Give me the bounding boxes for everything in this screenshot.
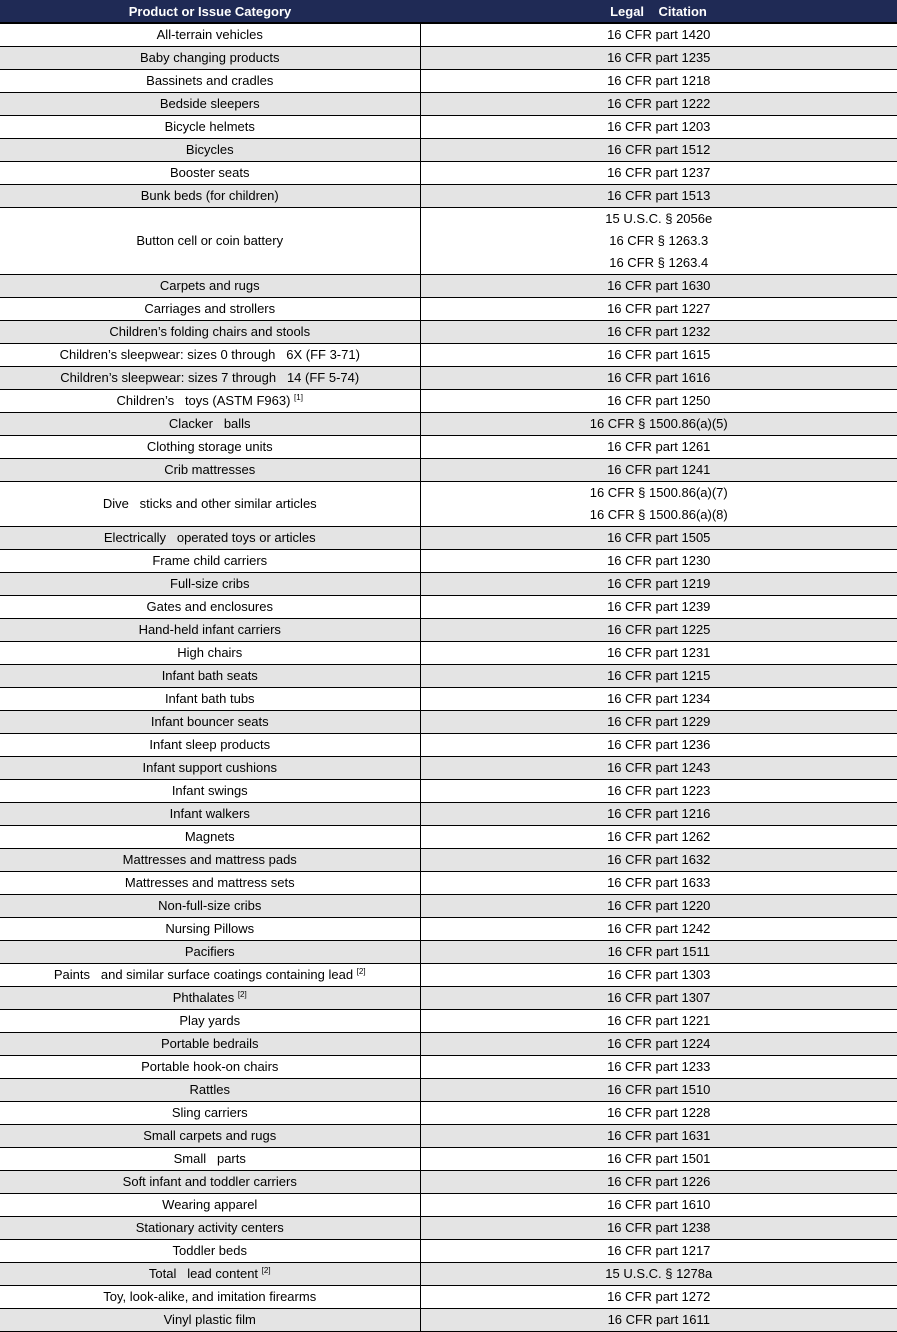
citation-text: 16 CFR § 1263.4	[421, 252, 897, 274]
table-body	[0, 23, 897, 1332]
table-row	[0, 1240, 897, 1263]
table-row	[0, 527, 897, 550]
citation-cell	[420, 1125, 897, 1148]
table-row	[0, 550, 897, 573]
category-cell	[0, 1194, 420, 1217]
citation-text: 16 CFR part 1227	[421, 298, 897, 320]
citation-cell	[420, 1309, 897, 1332]
citation-text: 16 CFR part 1505	[421, 527, 897, 549]
citation-text: 16 CFR part 1226	[421, 1171, 897, 1193]
table-row	[0, 459, 897, 482]
citation-cell	[420, 711, 897, 734]
category-label: Nursing Pillows	[165, 921, 254, 936]
category-label: Full-size cribs	[170, 576, 249, 591]
citation-cell	[420, 826, 897, 849]
citation-text: 16 CFR part 1242	[421, 918, 897, 940]
category-cell	[0, 1079, 420, 1102]
table-row	[0, 711, 897, 734]
table-row	[0, 139, 897, 162]
table-row	[0, 1033, 897, 1056]
category-label: Total lead content	[149, 1266, 258, 1281]
citation-text: 16 CFR part 1632	[421, 849, 897, 871]
table-row	[0, 872, 897, 895]
category-label: Mattresses and mattress pads	[123, 852, 297, 867]
table-row	[0, 665, 897, 688]
category-label: Small carpets and rugs	[143, 1128, 276, 1143]
citation-text: 16 CFR part 1272	[421, 1286, 897, 1308]
category-cell	[0, 1010, 420, 1033]
table-row	[0, 734, 897, 757]
citation-text: 16 CFR part 1630	[421, 275, 897, 297]
citation-cell	[420, 803, 897, 826]
category-cell	[0, 116, 420, 139]
category-cell	[0, 321, 420, 344]
category-label: Carpets and rugs	[160, 278, 260, 293]
category-cell	[0, 803, 420, 826]
citation-text: 16 CFR part 1241	[421, 459, 897, 481]
citation-text: 16 CFR part 1237	[421, 162, 897, 184]
citation-cell	[420, 688, 897, 711]
citation-text: 16 CFR part 1615	[421, 344, 897, 366]
citation-cell	[420, 162, 897, 185]
category-cell	[0, 298, 420, 321]
citation-cell	[420, 596, 897, 619]
citation-text: 16 CFR part 1420	[421, 24, 897, 46]
citation-cell	[420, 895, 897, 918]
category-cell	[0, 872, 420, 895]
category-label: Small parts	[174, 1151, 246, 1166]
citation-cell	[420, 964, 897, 987]
footnote-ref: [2]	[238, 990, 247, 999]
table-row	[0, 1056, 897, 1079]
citation-text: 16 CFR part 1633	[421, 872, 897, 894]
table-row	[0, 344, 897, 367]
category-label: All-terrain vehicles	[157, 27, 263, 42]
table-row	[0, 1286, 897, 1309]
table-row	[0, 162, 897, 185]
citation-cell	[420, 344, 897, 367]
category-cell	[0, 987, 420, 1010]
citation-cell	[420, 642, 897, 665]
citation-text: 16 CFR part 1511	[421, 941, 897, 963]
citation-cell	[420, 1010, 897, 1033]
citation-text: 16 CFR part 1510	[421, 1079, 897, 1101]
citation-text: 16 CFR part 1219	[421, 573, 897, 595]
category-cell	[0, 780, 420, 803]
citation-text: 16 CFR part 1250	[421, 390, 897, 412]
category-label: Play yards	[179, 1013, 240, 1028]
category-label: Stationary activity centers	[136, 1220, 284, 1235]
citation-cell	[420, 941, 897, 964]
citation-cell	[420, 1194, 897, 1217]
table-row	[0, 1217, 897, 1240]
category-cell	[0, 93, 420, 116]
citation-cell	[420, 185, 897, 208]
category-label: Hand-held infant carriers	[139, 622, 281, 637]
citation-text: 16 CFR § 1263.3	[421, 230, 897, 252]
citation-text: 16 CFR § 1500.86(a)(7)	[421, 482, 897, 504]
citation-cell	[420, 208, 897, 275]
category-label: Bedside sleepers	[160, 96, 260, 111]
table-row	[0, 849, 897, 872]
citation-text: 16 CFR part 1307	[421, 987, 897, 1009]
category-label: Electrically operated toys or articles	[104, 530, 316, 545]
citation-text: 16 CFR part 1215	[421, 665, 897, 687]
table-row	[0, 1010, 897, 1033]
category-label: Clothing storage units	[147, 439, 273, 454]
table-row	[0, 298, 897, 321]
citation-cell	[420, 93, 897, 116]
citation-text: 16 CFR part 1610	[421, 1194, 897, 1216]
category-label: Wearing apparel	[162, 1197, 257, 1212]
citation-cell	[420, 482, 897, 527]
citation-text: 16 CFR part 1512	[421, 139, 897, 161]
category-label: High chairs	[177, 645, 242, 660]
citation-text: 16 CFR part 1616	[421, 367, 897, 389]
citation-text: 16 CFR part 1224	[421, 1033, 897, 1055]
citation-cell	[420, 1102, 897, 1125]
citation-cell	[420, 550, 897, 573]
table-row	[0, 321, 897, 344]
category-cell	[0, 1217, 420, 1240]
citation-cell	[420, 436, 897, 459]
header-citation: Legal Citation	[420, 0, 897, 23]
citation-text: 16 CFR part 1235	[421, 47, 897, 69]
table-row	[0, 23, 897, 47]
citation-cell	[420, 321, 897, 344]
table-row	[0, 757, 897, 780]
citation-text: 16 CFR part 1229	[421, 711, 897, 733]
category-label: Infant swings	[172, 783, 248, 798]
category-cell	[0, 964, 420, 987]
category-label: Toy, look-alike, and imitation firearms	[103, 1289, 316, 1304]
citation-cell	[420, 1148, 897, 1171]
category-cell	[0, 413, 420, 436]
citation-cell	[420, 367, 897, 390]
table-row	[0, 964, 897, 987]
table-row	[0, 116, 897, 139]
table-row	[0, 688, 897, 711]
table-row	[0, 436, 897, 459]
table-row	[0, 596, 897, 619]
header-category: Product or Issue Category	[0, 0, 420, 23]
category-label: Children’s sleepwear: sizes 0 through 6X (FF 3-71)	[60, 347, 360, 362]
citation-text: 16 CFR part 1216	[421, 803, 897, 825]
table-row	[0, 482, 897, 527]
citation-cell	[420, 139, 897, 162]
table-row	[0, 1148, 897, 1171]
category-label: Bicycles	[186, 142, 234, 157]
citation-text: 16 CFR part 1217	[421, 1240, 897, 1262]
category-cell	[0, 1263, 420, 1286]
category-cell	[0, 550, 420, 573]
category-cell	[0, 1171, 420, 1194]
citation-cell	[420, 1240, 897, 1263]
category-cell	[0, 390, 420, 413]
category-cell	[0, 23, 420, 47]
category-label: Clacker balls	[169, 416, 251, 431]
category-label: Infant sleep products	[149, 737, 270, 752]
category-label: Bassinets and cradles	[146, 73, 273, 88]
category-cell	[0, 275, 420, 298]
category-cell	[0, 162, 420, 185]
category-cell	[0, 1286, 420, 1309]
citation-cell	[420, 665, 897, 688]
category-cell	[0, 1240, 420, 1263]
category-label: Infant bath tubs	[165, 691, 255, 706]
category-label: Soft infant and toddler carriers	[123, 1174, 297, 1189]
category-label: Frame child carriers	[152, 553, 267, 568]
citation-text: 16 CFR part 1223	[421, 780, 897, 802]
citation-text: 16 CFR § 1500.86(a)(5)	[421, 413, 897, 435]
category-label: Children’s sleepwear: sizes 7 through 14 (FF 5-74)	[60, 370, 359, 385]
citation-cell	[420, 116, 897, 139]
citation-cell	[420, 459, 897, 482]
citation-cell	[420, 1079, 897, 1102]
category-cell	[0, 482, 420, 527]
citation-text: 16 CFR part 1203	[421, 116, 897, 138]
citation-text: 16 CFR part 1231	[421, 642, 897, 664]
citation-cell	[420, 1033, 897, 1056]
category-cell	[0, 344, 420, 367]
category-label: Dive sticks and other similar articles	[103, 496, 317, 511]
category-label: Toddler beds	[173, 1243, 247, 1258]
category-label: Bicycle helmets	[165, 119, 255, 134]
category-cell	[0, 895, 420, 918]
table-row	[0, 895, 897, 918]
category-cell	[0, 734, 420, 757]
citation-cell	[420, 1056, 897, 1079]
category-label: Mattresses and mattress sets	[125, 875, 295, 890]
category-cell	[0, 849, 420, 872]
footnote-ref: [2]	[262, 1266, 271, 1275]
category-cell	[0, 459, 420, 482]
category-label: Bunk beds (for children)	[141, 188, 279, 203]
table-row	[0, 987, 897, 1010]
category-label: Children’s folding chairs and stools	[109, 324, 310, 339]
table-row	[0, 185, 897, 208]
category-cell	[0, 1148, 420, 1171]
citation-text: 16 CFR part 1236	[421, 734, 897, 756]
citation-text: 16 CFR part 1243	[421, 757, 897, 779]
citation-cell	[420, 23, 897, 47]
citation-text: 16 CFR part 1303	[421, 964, 897, 986]
table-row	[0, 367, 897, 390]
category-label: Pacifiers	[185, 944, 235, 959]
category-cell	[0, 573, 420, 596]
category-cell	[0, 1125, 420, 1148]
category-label: Booster seats	[170, 165, 250, 180]
category-label: Vinyl plastic film	[164, 1312, 256, 1327]
category-cell	[0, 757, 420, 780]
category-cell	[0, 711, 420, 734]
table-row	[0, 1102, 897, 1125]
category-label: Infant bath seats	[162, 668, 258, 683]
category-label: Button cell or coin battery	[136, 233, 283, 248]
citation-text: 16 CFR part 1262	[421, 826, 897, 848]
category-cell	[0, 436, 420, 459]
citation-text: 16 CFR part 1611	[421, 1309, 897, 1331]
category-label: Crib mattresses	[164, 462, 255, 477]
header-row	[0, 0, 897, 23]
category-cell	[0, 367, 420, 390]
category-cell	[0, 941, 420, 964]
category-label: Sling carriers	[172, 1105, 248, 1120]
citation-cell	[420, 70, 897, 93]
table-row	[0, 93, 897, 116]
citation-text: 16 CFR part 1232	[421, 321, 897, 343]
table-row	[0, 47, 897, 70]
citation-text: 16 CFR part 1221	[421, 1010, 897, 1032]
category-cell	[0, 139, 420, 162]
category-cell	[0, 208, 420, 275]
category-cell	[0, 1056, 420, 1079]
citation-cell	[420, 757, 897, 780]
citation-cell	[420, 1286, 897, 1309]
citation-cell	[420, 918, 897, 941]
table-row	[0, 70, 897, 93]
citation-cell	[420, 780, 897, 803]
citation-cell	[420, 1263, 897, 1286]
citation-cell	[420, 47, 897, 70]
table-row	[0, 941, 897, 964]
citation-text: 16 CFR part 1220	[421, 895, 897, 917]
footnote-ref: [1]	[294, 393, 303, 402]
table-row	[0, 803, 897, 826]
citation-cell	[420, 1217, 897, 1240]
category-cell	[0, 47, 420, 70]
table-row	[0, 642, 897, 665]
category-label: Carriages and strollers	[144, 301, 275, 316]
table-row	[0, 1194, 897, 1217]
table-row	[0, 619, 897, 642]
citation-text: 16 CFR part 1222	[421, 93, 897, 115]
category-label: Rattles	[190, 1082, 230, 1097]
category-label: Magnets	[185, 829, 235, 844]
citation-text: 16 CFR part 1230	[421, 550, 897, 572]
table-row	[0, 780, 897, 803]
category-cell	[0, 918, 420, 941]
citation-cell	[420, 298, 897, 321]
citation-cell	[420, 734, 897, 757]
table-row	[0, 208, 897, 275]
citation-text: 16 CFR part 1233	[421, 1056, 897, 1078]
table-row	[0, 1079, 897, 1102]
category-cell	[0, 1309, 420, 1332]
citation-text: 15 U.S.C. § 2056e	[421, 208, 897, 230]
category-cell	[0, 642, 420, 665]
category-label: Portable bedrails	[161, 1036, 259, 1051]
category-label: Phthalates	[173, 990, 234, 1005]
citation-text: 16 CFR part 1238	[421, 1217, 897, 1239]
citation-text: 16 CFR part 1228	[421, 1102, 897, 1124]
citation-cell	[420, 987, 897, 1010]
table-row	[0, 1309, 897, 1332]
category-label: Portable hook-on chairs	[141, 1059, 278, 1074]
citation-text: 16 CFR § 1500.86(a)(8)	[421, 504, 897, 526]
category-cell	[0, 826, 420, 849]
citation-cell	[420, 1171, 897, 1194]
citation-text: 16 CFR part 1239	[421, 596, 897, 618]
citation-cell	[420, 573, 897, 596]
category-cell	[0, 1102, 420, 1125]
category-label: Gates and enclosures	[147, 599, 273, 614]
category-label: Non-full-size cribs	[158, 898, 261, 913]
category-label: Paints and similar surface coatings containing lead	[54, 967, 353, 982]
citation-text: 16 CFR part 1234	[421, 688, 897, 710]
category-cell	[0, 185, 420, 208]
category-cell	[0, 688, 420, 711]
citation-cell	[420, 413, 897, 436]
category-label: Infant support cushions	[143, 760, 277, 775]
table-row	[0, 275, 897, 298]
table-row	[0, 1125, 897, 1148]
citation-text: 16 CFR part 1261	[421, 436, 897, 458]
citation-cell	[420, 619, 897, 642]
citation-text: 16 CFR part 1501	[421, 1148, 897, 1170]
citation-text: 15 U.S.C. § 1278a	[421, 1263, 897, 1285]
table-header	[0, 0, 897, 23]
category-label: Infant bouncer seats	[151, 714, 269, 729]
citation-cell	[420, 872, 897, 895]
category-label: Infant walkers	[170, 806, 250, 821]
table-row	[0, 826, 897, 849]
citation-text: 16 CFR part 1513	[421, 185, 897, 207]
category-cell	[0, 70, 420, 93]
citation-text: 16 CFR part 1225	[421, 619, 897, 641]
category-label: Children’s toys (ASTM F963)	[117, 393, 291, 408]
category-cell	[0, 527, 420, 550]
table-row	[0, 390, 897, 413]
citation-text: 16 CFR part 1631	[421, 1125, 897, 1147]
table-row	[0, 1263, 897, 1286]
table-row	[0, 413, 897, 436]
citation-text: 16 CFR part 1218	[421, 70, 897, 92]
citation-cell	[420, 275, 897, 298]
category-label: Baby changing products	[140, 50, 279, 65]
table-row	[0, 918, 897, 941]
footnote-ref: [2]	[357, 967, 366, 976]
category-cell	[0, 619, 420, 642]
citation-cell	[420, 527, 897, 550]
category-cell	[0, 596, 420, 619]
citation-cell	[420, 390, 897, 413]
category-cell	[0, 665, 420, 688]
category-cell	[0, 1033, 420, 1056]
table-row	[0, 573, 897, 596]
citation-cell	[420, 849, 897, 872]
table-row	[0, 1171, 897, 1194]
